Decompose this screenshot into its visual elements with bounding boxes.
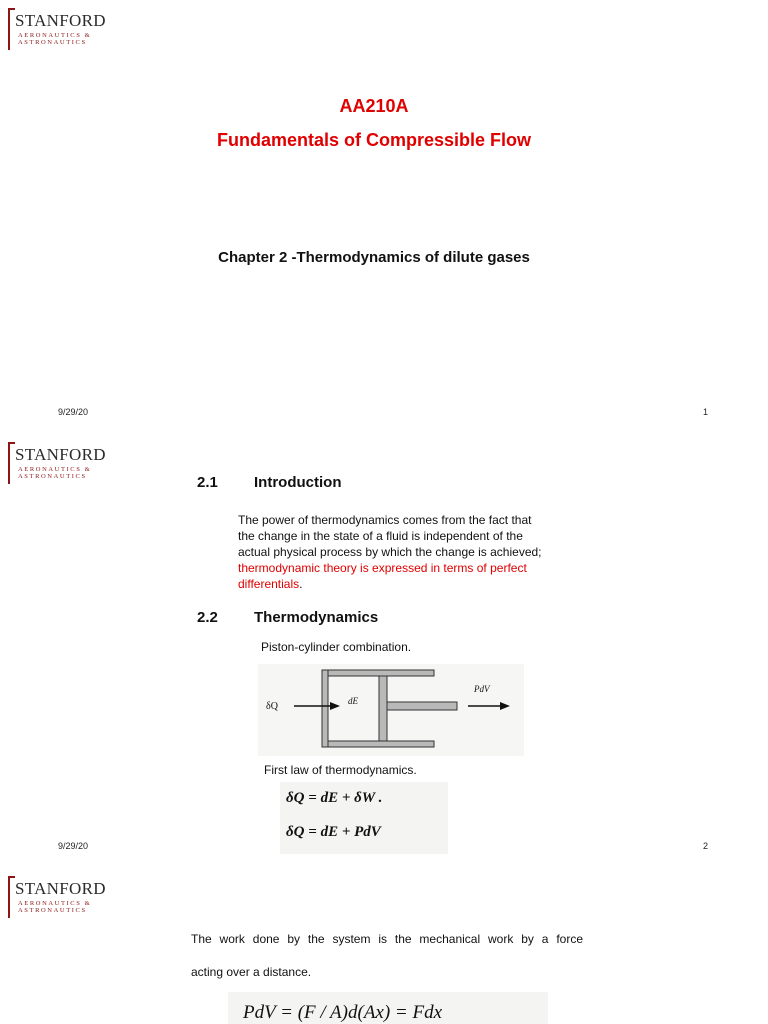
cylinder-top-wall (322, 670, 434, 676)
stanford-logo (8, 8, 106, 52)
logo-subline-2: ASTRONAUTICS (18, 39, 87, 46)
section-number: 2.2 (197, 609, 218, 626)
course-title: Fundamentals of Compressible Flow (216, 130, 532, 150)
slide-3 (0, 872, 768, 1024)
pdv-label: PdV (474, 684, 490, 694)
intro-line: the change in the state of a fluid is independent of the (238, 529, 523, 543)
first-law-equation: δQ = dE + δW . (286, 790, 383, 806)
cylinder-bottom-wall (322, 741, 434, 747)
piston-cylinder-diagram (258, 664, 524, 756)
section-number: 2.1 (197, 474, 218, 491)
logo-subline-2: ASTRONAUTICS (18, 907, 87, 914)
intro-highlight-line: differentials (238, 577, 300, 591)
cylinder-end-wall (322, 670, 328, 747)
intro-line: The power of thermodynamics comes from the fact that (238, 513, 532, 527)
work-equation: PdV = (F / A)d(Ax) = Fdx (243, 1002, 443, 1023)
stanford-logo (8, 876, 106, 920)
first-law-equation-pdv: δQ = dE + PdV (286, 824, 381, 840)
piston-rod (387, 702, 457, 710)
logo-bracket-icon (8, 442, 15, 484)
first-law-caption: First law of thermodynamics. (264, 763, 417, 777)
logo-bracket-icon (8, 876, 15, 918)
slide-date: 9/29/20 (58, 407, 89, 417)
intro-paragraph (238, 512, 578, 592)
intro-highlight-line: thermodynamic theory is expressed in terms of perfect (238, 561, 527, 575)
work-text-line: acting over a distance. (191, 965, 312, 979)
slide-number: 1 (702, 407, 708, 417)
logo-bracket-icon (8, 8, 15, 50)
logo-wordmark: STANFORD (15, 879, 106, 898)
logo-subline-1: AERONAUTICS & (18, 466, 92, 473)
section-title: Thermodynamics (254, 609, 379, 626)
chapter-title: Chapter 2 -Thermodynamics of dilute gases (218, 249, 530, 266)
logo-wordmark: STANFORD (15, 445, 106, 464)
logo-subline-2: ASTRONAUTICS (18, 473, 87, 480)
slide-date: 9/29/20 (58, 841, 89, 851)
work-text-line: The work done by the system is the mechanical work by a force (191, 932, 583, 946)
slide-1 (0, 0, 768, 436)
section-title: Introduction (254, 474, 342, 491)
intro-line: actual physical process by which the change is achieved; (238, 545, 542, 559)
logo-wordmark: STANFORD (15, 11, 106, 30)
logo-subline-1: AERONAUTICS & (18, 32, 92, 39)
logo-subline-1: AERONAUTICS & (18, 900, 92, 907)
dq-label: δQ (266, 701, 278, 712)
stanford-logo (8, 442, 106, 486)
slide-number: 2 (702, 841, 708, 851)
course-code: AA210A (339, 96, 409, 116)
slide-2 (0, 436, 768, 872)
de-label: dE (348, 696, 358, 706)
piston-caption: Piston-cylinder combination. (261, 640, 412, 654)
piston-head (379, 676, 387, 741)
intro-period: . (299, 577, 303, 591)
